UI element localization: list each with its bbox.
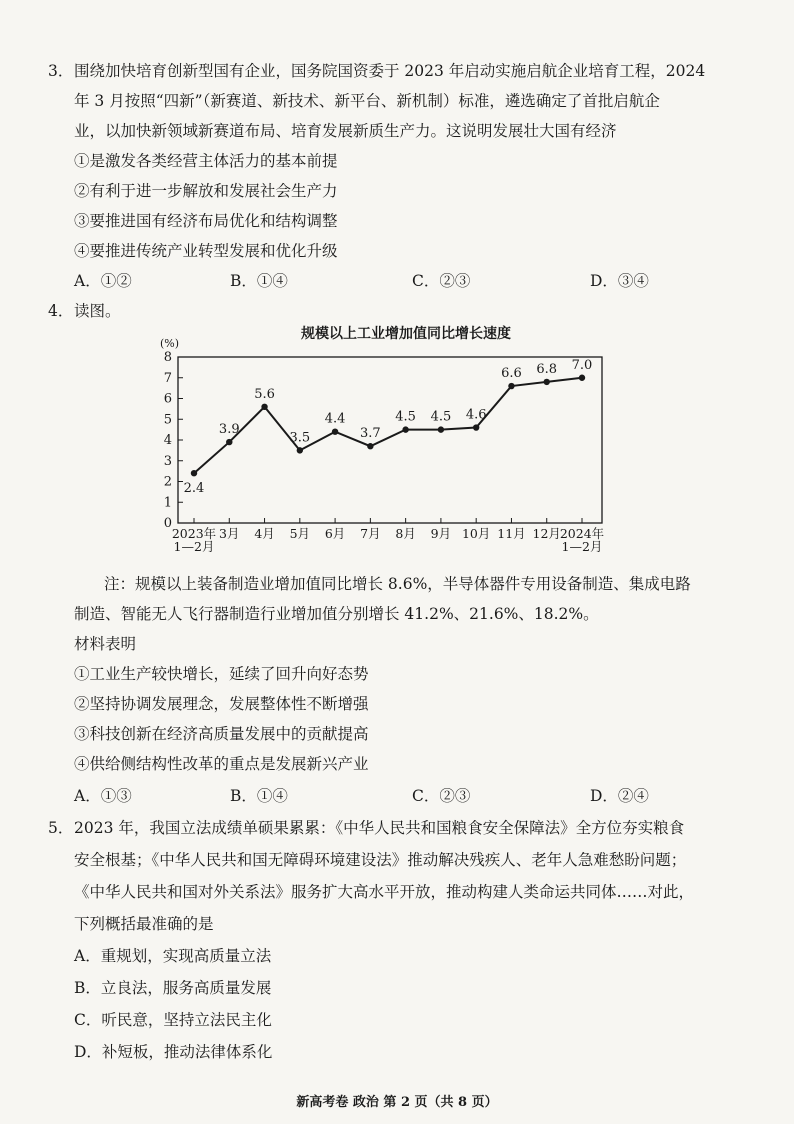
q3-stem-line: 围绕加快培育创新型国有企业，国务院国资委于 2023 年启动实施启航企业培育工程，2024 (74, 62, 706, 80)
q4-lead: 材料表明 (74, 635, 137, 653)
q3-option-b: B．①④ (230, 272, 288, 290)
x-tick-label: 12月 (532, 526, 561, 541)
q4-number: 4． (48, 302, 74, 320)
q4-note-line: 注：规模以上装备制造业增加值同比增长 8.6%，半导体器件专用设备制造、集成电路 (104, 575, 691, 593)
q4-option-c: C．②③ (412, 787, 471, 805)
data-point (332, 429, 338, 435)
x-tick-label: 11月 (497, 526, 526, 541)
data-point (544, 379, 550, 385)
data-point (226, 439, 232, 445)
y-tick-label: 5 (163, 412, 172, 428)
data-point (402, 426, 408, 432)
y-tick-label: 7 (163, 370, 172, 386)
y-tick-label: 3 (163, 453, 172, 469)
data-point (367, 443, 373, 449)
q4-option-d: D．②④ (590, 787, 649, 805)
q3-stem-line: 业，以加快新领域新赛道布局、培育发展新质生产力。这说明发展壮大国有经济 (74, 122, 617, 140)
y-tick-label: 1 (163, 495, 172, 511)
q3-option-d: D．③④ (590, 272, 649, 290)
x-tick-label: 2024年 (559, 526, 605, 541)
q4-option-b: B．①④ (230, 787, 288, 805)
q5-choice-b: B．立良法，服务高质量发展 (74, 979, 272, 997)
data-label: 3.7 (360, 426, 381, 442)
x-tick-label: 4月 (254, 526, 275, 541)
q3-number: 3． (48, 62, 74, 80)
data-point (438, 426, 444, 432)
x-tick-label: 1—2月 (173, 539, 215, 554)
x-tick-label: 7月 (360, 526, 381, 541)
data-label: 4.5 (395, 409, 416, 425)
data-label: 2.4 (183, 481, 205, 497)
data-point (297, 447, 303, 453)
x-tick-label: 6月 (324, 526, 346, 541)
q5-choice-d: D．补短板，推动法律体系化 (74, 1043, 273, 1061)
data-label: 5.6 (254, 386, 275, 402)
q3-item: ②有利于进一步解放和发展社会生产力 (74, 182, 338, 200)
data-point (579, 375, 585, 381)
chart-title: 规模以上工业增加值同比增长速度 (301, 326, 511, 342)
y-tick-label: 4 (163, 433, 172, 448)
q5-number: 5． (48, 819, 74, 837)
data-label: 4.4 (324, 411, 346, 427)
q3-option-c: C．②③ (412, 272, 471, 290)
data-label: 6.6 (501, 366, 522, 382)
y-tick-label: 6 (163, 391, 172, 407)
data-label: 3.9 (218, 422, 240, 438)
y-tick-label: 0 (163, 516, 172, 531)
data-point (473, 424, 479, 430)
line-chart (150, 335, 620, 565)
x-tick-label: 2023年 (171, 526, 217, 541)
q4-item: ①工业生产较快增长，延续了回升向好态势 (74, 665, 369, 683)
data-point (191, 470, 197, 476)
data-label: 7.0 (571, 357, 593, 373)
y-tick-label: 2 (163, 474, 172, 490)
q5-stem-line: 2023 年，我国立法成绩单硕果累累：《中华人民共和国粮食安全保障法》全方位夯实粮食 (74, 819, 685, 837)
data-label: 3.5 (289, 430, 311, 446)
q4-item: ②坚持协调发展理念，发展整体性不断增强 (74, 695, 369, 713)
q3-option-a: A．①② (74, 272, 132, 290)
q3-item: ③要推进国有经济布局优化和结构调整 (74, 212, 338, 230)
x-tick-label: 5月 (289, 526, 311, 541)
x-tick-label: 1—2月 (561, 539, 603, 554)
x-tick-label: 3月 (219, 526, 240, 541)
series-line (194, 378, 582, 473)
data-point (508, 383, 514, 389)
q5-choice-c: C．听民意，坚持立法民主化 (74, 1011, 272, 1029)
q3-item: ④要推进传统产业转型发展和优化升级 (74, 242, 338, 260)
data-label: 4.5 (430, 409, 452, 425)
q4-item: ③科技创新在经济高质量发展中的贡献提高 (74, 725, 369, 743)
q4-option-a: A．①③ (74, 787, 132, 805)
data-point (261, 404, 267, 410)
page-footer: 新高考卷 政治 第 2 页（共 8 页） (296, 1095, 498, 1110)
q5-stem-line: 安全根基；《中华人民共和国无障碍环境建设法》推动解决残疾人、老年人急难愁盼问题； (74, 851, 687, 869)
x-tick-label: 8月 (395, 526, 416, 541)
y-tick-label: 8 (163, 350, 172, 365)
y-axis-unit: (%) (160, 337, 180, 350)
q5-stem-line: 下列概括最准确的是 (74, 915, 214, 933)
data-label: 6.8 (536, 361, 558, 377)
q5-stem-line: 《中华人民共和国对外关系法》服务扩大高水平开放，推动构建人类命运共同体……对此， (74, 883, 695, 901)
q5-choice-a: A．重规划，实现高质量立法 (74, 947, 272, 965)
x-tick-label: 9月 (430, 526, 452, 541)
data-label: 4.6 (465, 407, 487, 423)
q3-item: ①是激发各类经营主体活力的基本前提 (74, 152, 338, 170)
q4-item: ④供给侧结构性改革的重点是发展新兴产业 (74, 755, 369, 773)
x-tick-label: 10月 (461, 526, 491, 541)
q3-stem-line: 年 3 月按照“四新”（新赛道、新技术、新平台、新机制）标准，遴选确定了首批启航企 (74, 92, 660, 110)
q4-note-line: 制造、智能无人飞行器制造行业增加值分别增长 41.2%、21.6%、18.2%。 (74, 605, 599, 623)
q4-stem: 读图。 (74, 302, 121, 320)
